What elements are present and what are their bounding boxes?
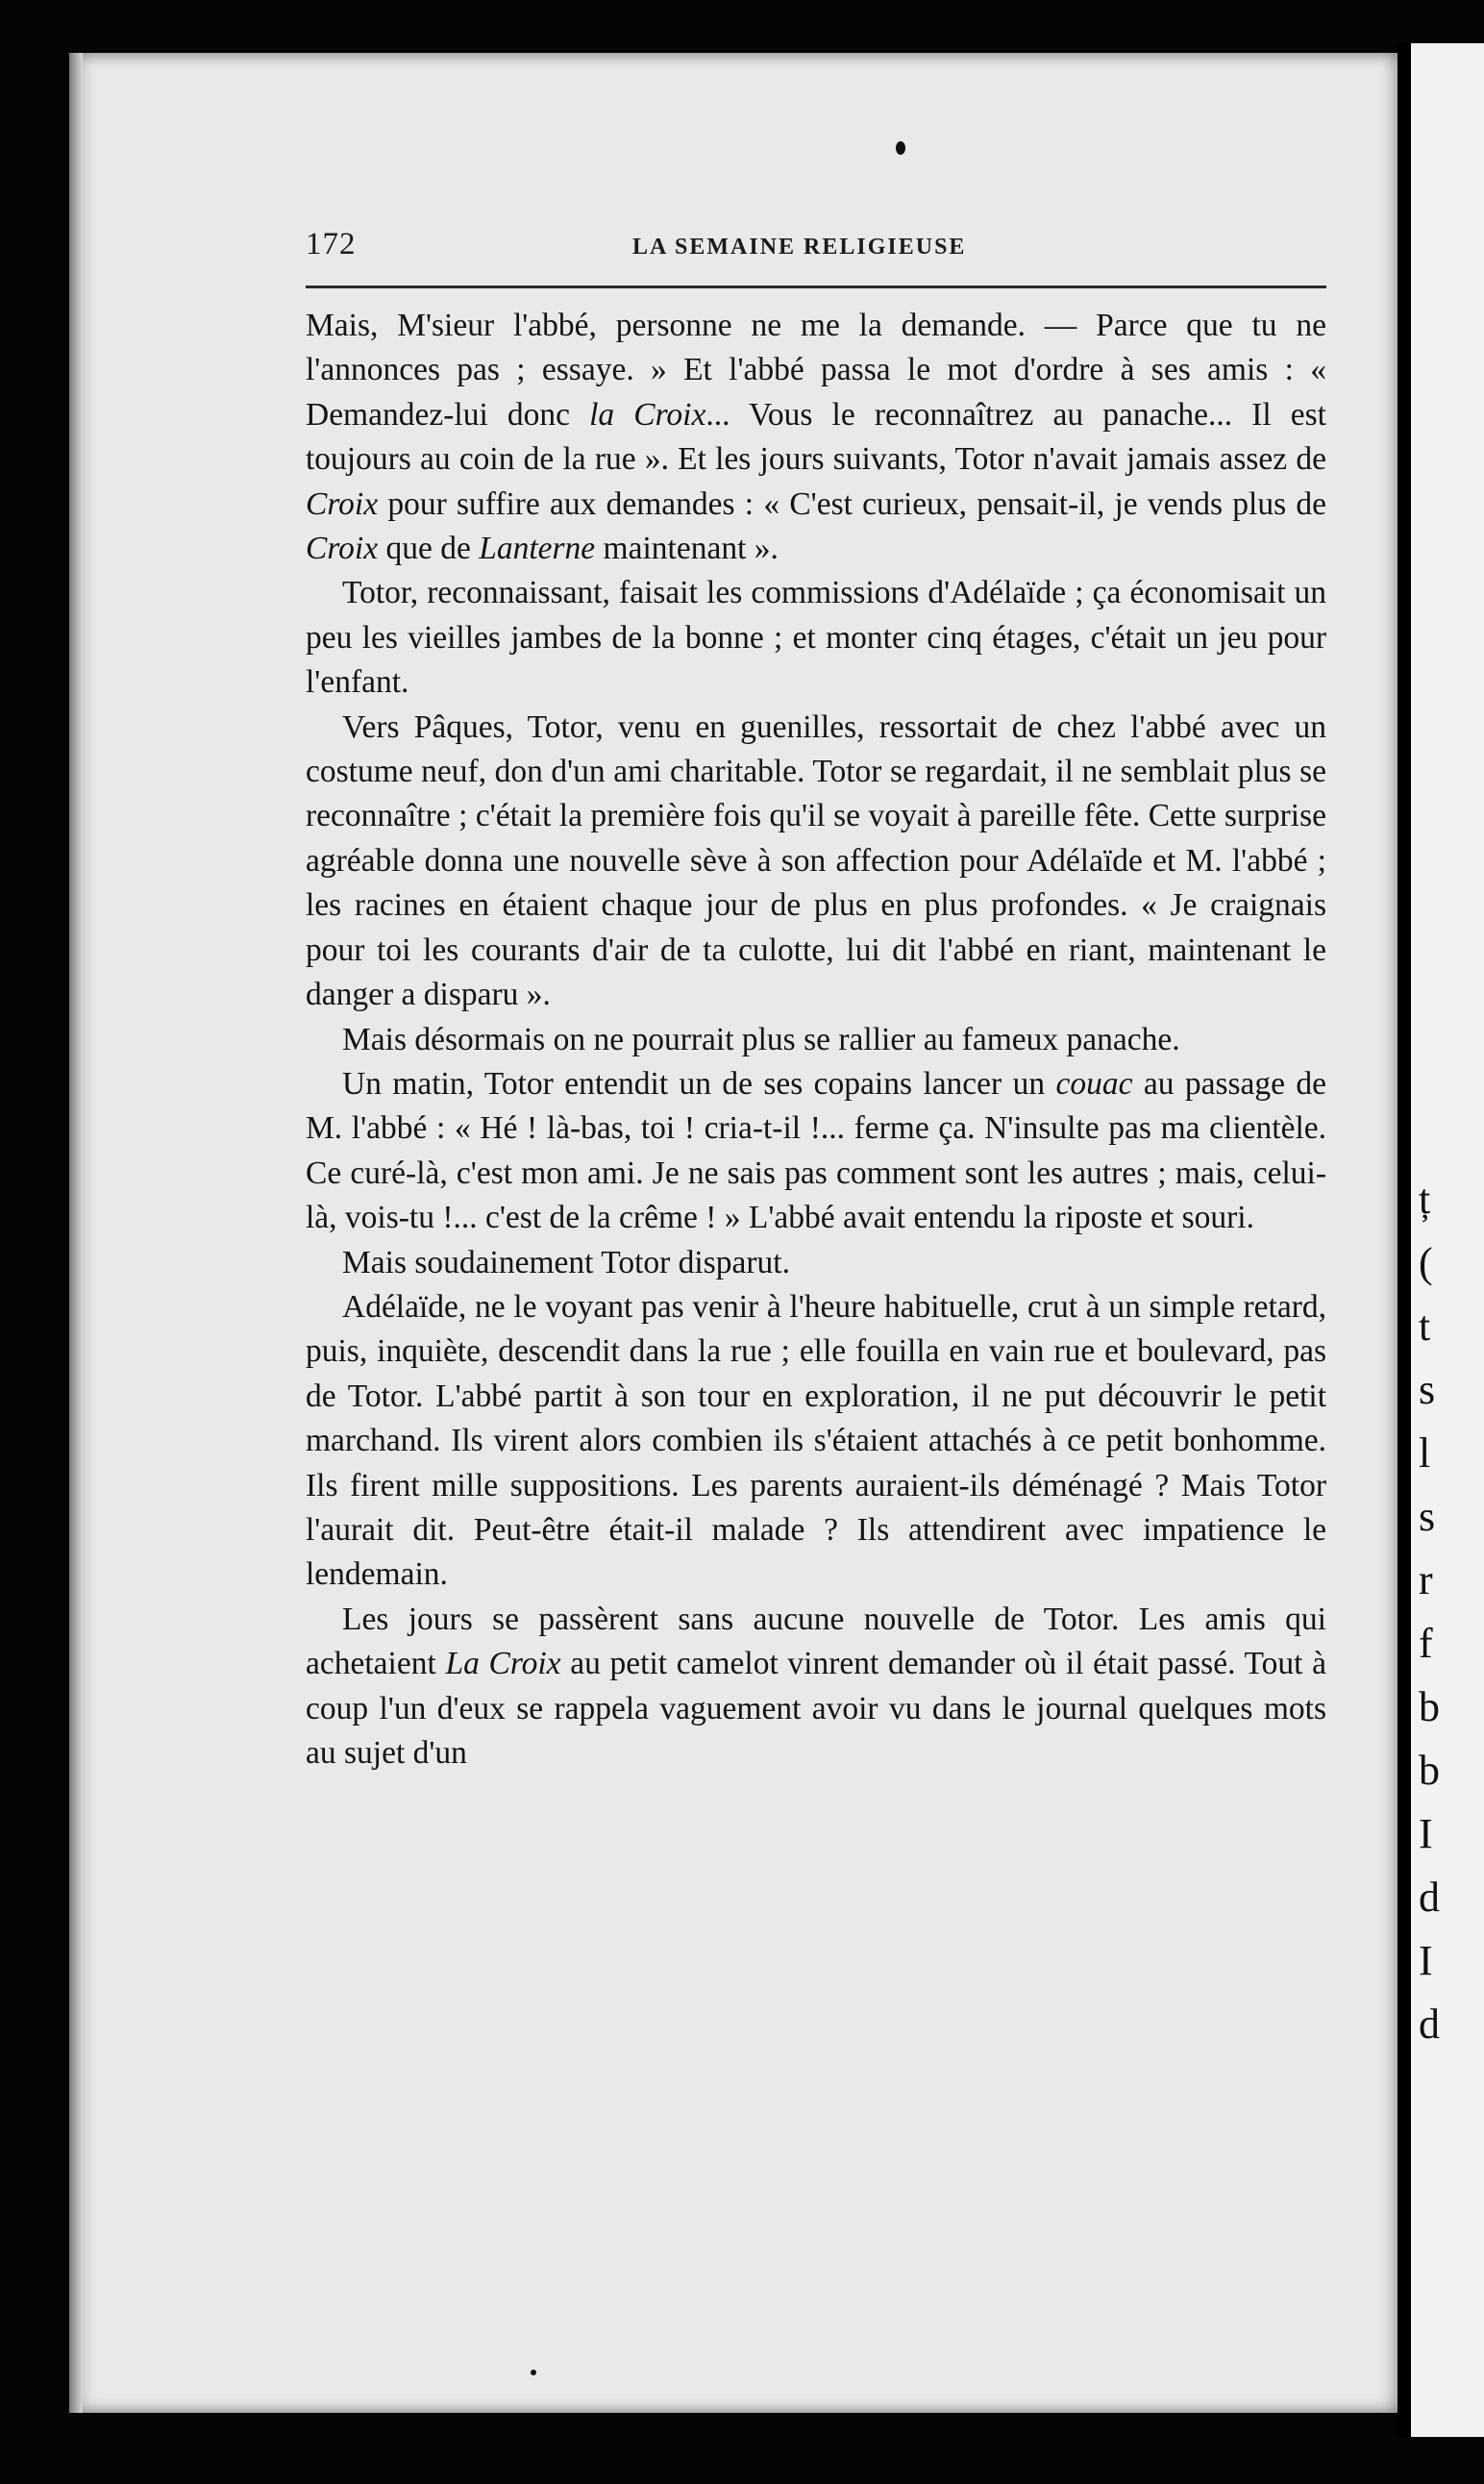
text-run: Mais, M'sieur l'abbé, personne ne me la demande. — Parce que tu ne l'annonces pas ; essaye. » Et l'abbé passa le mot d'ordre à ses amis : « Demandez-lui donc <box>306 308 1326 433</box>
italic-title: la Croix <box>589 396 706 433</box>
body-text <box>306 304 1326 1776</box>
adjacent-page-letter: b <box>1419 1747 1440 1794</box>
paragraph <box>306 1285 1326 1598</box>
text-run: Mais soudainement Totor disparut. <box>342 1244 790 1280</box>
paragraph <box>306 706 1326 1018</box>
page-header <box>306 223 1326 281</box>
text-run: Vers Pâques, Totor, venu en guenilles, ressortait de chez l'abbé avec un costume neuf, don d'un ami charitable. Totor se regardait, il ne semblait plus se reconnaître ; c'était la première fois qu'il se voyait à pareille fête. Cette surprise agréable donna une nouvelle sève à son affection pour Adélaïde et M. l'abbé ; les racines en étaient chaque jour de plus en plus profondes. « Je craignais pour toi les courants d'air de ta culotte, lui dit l'abbé en riant, maintenant le danger a disparu ». <box>306 708 1326 1013</box>
adjacent-page-letter: I <box>1419 1810 1433 1857</box>
text-run: Un matin, Totor entendit un de ses copains lancer un <box>342 1065 1056 1102</box>
italic-title: La Croix <box>445 1646 561 1682</box>
adjacent-page-letter: s <box>1419 1366 1436 1413</box>
text-run: ... Vous le reconnaîtrez au panache... Il est toujours au coin de la rue ». Et les jours suivants, Totor n'avait jamais assez de <box>306 396 1326 478</box>
italic-title: couac <box>1055 1065 1133 1102</box>
adjacent-page-letter: t <box>1419 1303 1431 1350</box>
running-title: LA SEMAINE RELIGIEUSE <box>632 235 967 260</box>
adjacent-page-letter: ț <box>1419 1176 1431 1223</box>
ink-speck <box>896 141 905 155</box>
page-gutter-shadow <box>69 53 83 2413</box>
text-run: Totor, reconnaissant, faisait les commissions d'Adélaïde ; ça économisait un peu les vieilles jambes de la bonne ; et monter cinq étages, c'était un jeu pour l'enfant. <box>306 575 1326 701</box>
page-number: 172 <box>306 227 357 261</box>
ink-speck <box>531 2370 536 2375</box>
text-run: Mais désormais on ne pourrait plus se rallier au fameux panache. <box>342 1021 1180 1057</box>
adjacent-page-letter: ( <box>1419 1239 1433 1286</box>
adjacent-page-letter: s <box>1419 1493 1436 1540</box>
text-run: Les jours se passèrent sans aucune nouvelle de Totor. Les amis qui achetaient <box>306 1601 1326 1682</box>
italic-title: Lanterne <box>479 531 596 567</box>
text-run: au passage de M. l'abbé : « Hé ! là-bas, toi ! cria-t-il !... ferme ça. N'insulte pas ma clientèle. Ce curé-là, c'est mon ami. Je ne sais pas comment sont les autres ; mais, celui-là, vois-tu !... c'est de la crême ! » L'abbé avait entendu la riposte et souri. <box>306 1065 1326 1236</box>
adjacent-page-letters <box>1411 1168 1484 2056</box>
adjacent-page-letter: r <box>1419 1556 1433 1603</box>
header-rule <box>306 286 1326 288</box>
paragraph <box>306 1241 1326 1285</box>
adjacent-page-letter: d <box>1419 2000 1440 2048</box>
text-run: au petit camelot vinrent demander où il était passé. Tout à coup l'un d'eux se rappela vaguement avoir vu dans le journal quelques mots au sujet d'un <box>306 1646 1326 1771</box>
adjacent-page-edge <box>1397 43 1484 2437</box>
paragraph <box>306 1062 1326 1241</box>
text-run: pour suffire aux demandes : « C'est curieux, pensait-il, je vends plus de <box>378 485 1326 522</box>
text-run: maintenant ». <box>595 531 779 567</box>
adjacent-page-letter: f <box>1419 1620 1433 1667</box>
italic-title: Croix <box>306 485 379 522</box>
adjacent-page-letter: d <box>1419 1874 1440 1921</box>
paragraph <box>306 571 1326 705</box>
adjacent-page-letter: I <box>1419 1937 1433 1984</box>
text-run: que de <box>378 531 480 567</box>
italic-title: Croix <box>306 531 379 567</box>
text-run: Adélaïde, ne le voyant pas venir à l'heure habituelle, crut à un simple retard, puis, inquiète, descendit dans la rue ; elle fouilla en vain rue et boulevard, pas de Totor. L'abbé partit à son tour en exploration, il ne put découvrir le petit marchand. Ils virent alors combien ils s'étaient attachés à ce petit bonhomme. Ils firent mille suppositions. Les parents auraient-ils déménagé ? Mais Totor l'aurait dit. Peut-être était-il malade ? Ils attendirent avec impatience le lendemain. <box>306 1288 1326 1593</box>
adjacent-page-letter: l <box>1419 1429 1431 1477</box>
paragraph <box>306 304 1326 571</box>
paragraph <box>306 1018 1326 1062</box>
paragraph <box>306 1598 1326 1776</box>
adjacent-page-letter: b <box>1419 1683 1440 1730</box>
